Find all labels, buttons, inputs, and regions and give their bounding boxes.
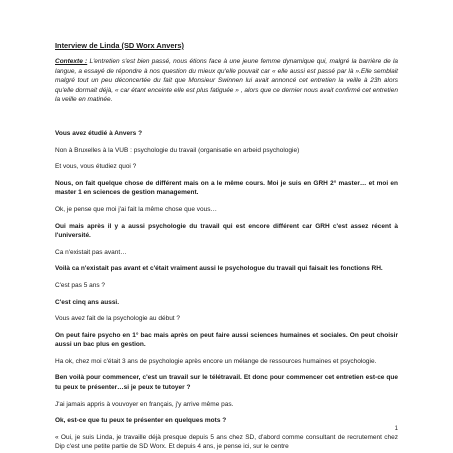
interview-answer: J'ai jamais appris à vouvoyer en français, j'y arrive même pas.	[55, 400, 234, 408]
interview-question: On peut faire psycho en 1° bac mais après on peut faire aussi sciences humaines et sociales. On peut choisir aussi un bac plus en gestion.	[55, 331, 398, 349]
interview-answer: Vous avez fait de la psychologie au début ?	[55, 315, 181, 323]
interview-question: Nous, on fait quelque chose de différent mais on a le même cours. Moi je suis en GRH 2° master… et moi en master 1 en sciences de gestion management.	[55, 179, 398, 197]
context-text: L'entretien s'est bien passé, nous étions face à une jeune femme dynamique qui, malgré la barrière de la langue, a essayé de répondre à nos question du mieux qu'elle pouvait car « elle aussi est passé par là ».Elle semblait malgré tout un peu déconcertée du fait que Monsieur Swinnen lui avait annoncé cet entretien la veille à 23h alors qu'elle dormait déjà, « car étant enceinte elle est plus fatiguée » , alors que ce dernier nous avait confirmé cet entretien la veille en matinée.	[55, 58, 399, 104]
interview-question: C'est cinq ans aussi.	[55, 298, 120, 306]
interview-body	[55, 129, 398, 452]
interview-answer: Non à Bruxelles à la VUB : psychologie du travail (organisatie en arbeid psychologie)	[55, 146, 300, 154]
interview-answer: Ok, je pense que moi j'ai fait la même chose que vous…	[55, 205, 218, 213]
interview-question: Voilà ca n'existait pas avant et c'était vraiment aussi le psychologue du travail qui faisait les fonctions RH.	[55, 265, 383, 273]
interview-answer: « Oui, je suis Linda, je travaille déjà presque depuis 5 ans chez SD, d'abord comme consultant de recrutement chez Dip c'est une petite partie de SD Worx. Et depuis 4 ans, je pense ici, sur le centre	[55, 433, 398, 451]
interview-answer: Et vous, vous étudiez quoi ?	[55, 163, 137, 171]
context-label: Contexte :	[55, 58, 88, 65]
interview-answer: C'est pas 5 ans ?	[55, 281, 106, 289]
interview-question: Oui mais après il y a aussi psychologie du travail qui est encore différent car GRH c'est assez récent à l'université.	[55, 222, 398, 240]
document-title: Interview de Linda (SD Worx Anvers)	[55, 41, 184, 50]
interview-question: Vous avez étudié à Anvers ?	[55, 129, 143, 137]
page-number: 1	[394, 426, 398, 432]
context-paragraph	[55, 57, 398, 105]
interview-answer: Ca n'existait pas avant…	[55, 248, 127, 256]
interview-question: Ben voilà pour commencer, c'est un travail sur le télétravail. Et donc pour commencer cet entretien est-ce que tu peux te présenter…si je peux te tutoyer ?	[55, 374, 398, 392]
interview-question: Ok, est-ce que tu peux te présenter en quelques mots ?	[55, 417, 227, 425]
interview-answer: Ha ok, chez moi c'était 3 ans de psychologie après encore un mélange de ressources humaines et psychologie.	[55, 357, 377, 365]
